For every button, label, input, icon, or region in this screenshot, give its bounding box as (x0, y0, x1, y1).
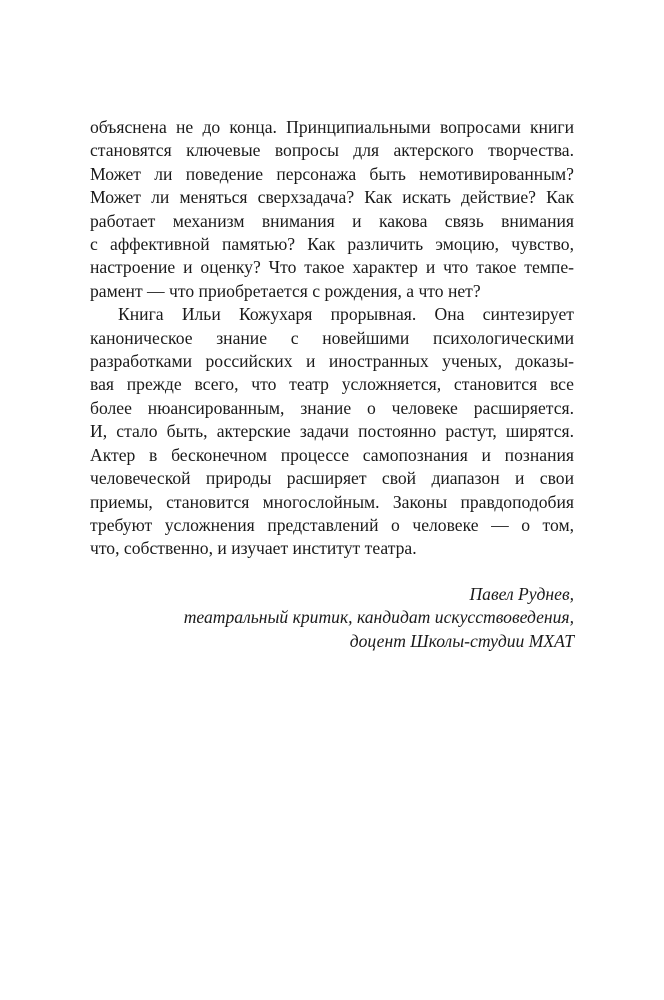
paragraph-1 (90, 116, 574, 303)
author-title: театральный критик, кандидат искусствоведения, (183, 607, 574, 628)
text-line: человеческой природы расширяет свой диапазон и свои (90, 468, 574, 489)
author-position: доцент Школы-студии МХАТ (349, 630, 574, 651)
page-body (90, 116, 574, 653)
text-line: Актер в бесконечном процессе самопознания и познания (90, 444, 574, 465)
text-line: более нюансированным, знание о человеке расширяется. (90, 397, 574, 418)
text-line: становятся ключевые вопросы для актерского творчества. (90, 140, 574, 161)
text-line: работает механизм внимания и какова связь внимания (90, 210, 574, 231)
text-line: рамент — что приобретается с рождения, а что нет? (90, 280, 481, 301)
text-line: Книга Ильи Кожухаря прорывная. Она синтезирует (118, 304, 574, 325)
author-signature (90, 583, 574, 653)
text-line: Может ли меняться сверхзадача? Как искать действие? Как (90, 187, 574, 208)
text-line: Может ли поведение персонажа быть немотивированным? (90, 163, 574, 184)
text-line: настроение и оценку? Что такое характер и что такое темпе- (90, 257, 574, 278)
text-line: И, стало быть, актерские задачи постоянно растут, ширятся. (90, 421, 574, 442)
paragraph-2 (90, 303, 574, 560)
text-line: с аффективной памятью? Как различить эмоцию, чувство, (90, 234, 574, 255)
text-line: что, собственно, и изучает институт театра. (90, 538, 417, 559)
text-line: приемы, становится многослойным. Законы правдоподобия (90, 491, 574, 512)
text-line: требуют усложнения представлений о человеке — о том, (90, 514, 574, 535)
text-line: каноническое знание с новейшими психологическими (90, 327, 574, 348)
text-line: вая прежде всего, что театр усложняется, становится все (90, 374, 574, 395)
text-line: объяснена не до конца. Принципиальными вопросами книги (90, 117, 574, 137)
text-line: разработками российских и иностранных ученых, доказы- (90, 351, 574, 372)
author-name: Павел Руднев, (469, 583, 574, 604)
